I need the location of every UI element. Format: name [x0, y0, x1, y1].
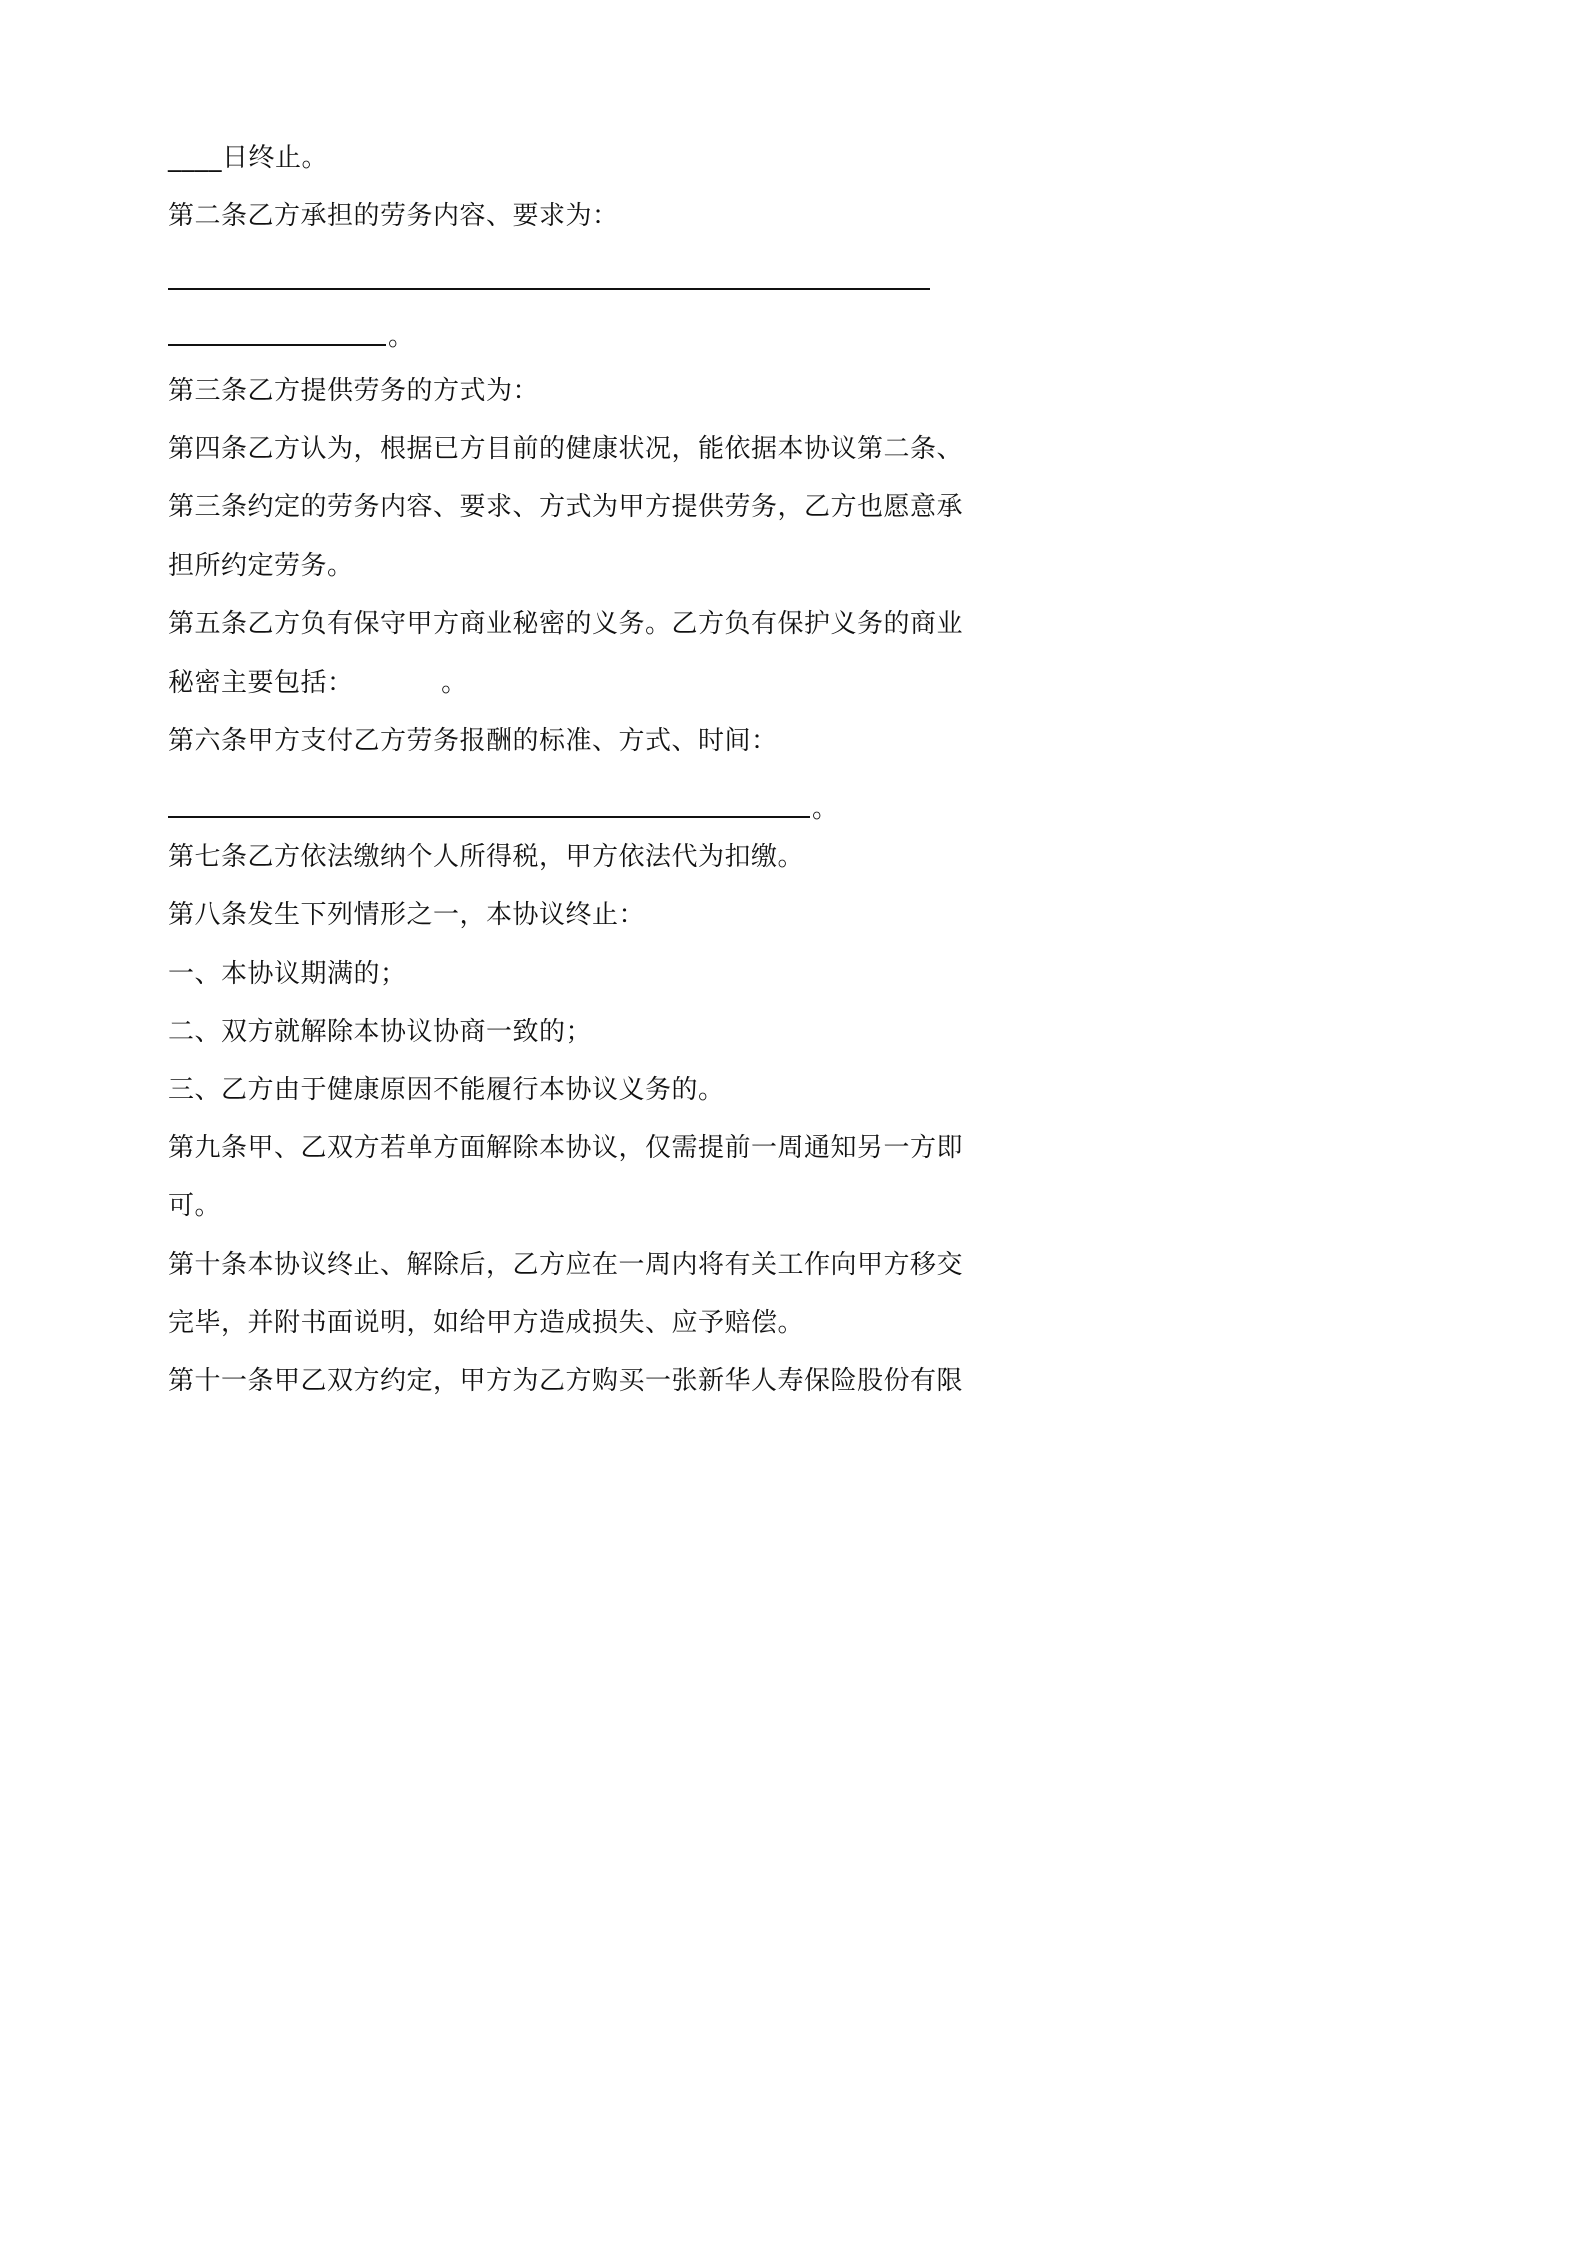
- article-4-line-1: 第四条乙方认为，根据已方目前的健康状况，能依据本协议第二条、: [168, 434, 964, 464]
- article-11-line-1: 第十一条甲乙双方约定，甲方为乙方购买一张新华人寿保险股份有限: [168, 1366, 964, 1396]
- article-10-line-2: 完毕，并附书面说明，如给甲方造成损失、应予赔偿。: [168, 1308, 805, 1338]
- article-8-item-2: 二、双方就解除本协议协商一致的；: [168, 1017, 593, 1047]
- article-7-text: 第七条乙方依法缴纳个人所得税，甲方依法代为扣缴。: [168, 842, 805, 872]
- article-8-item-1: 一、本协议期满的；: [168, 959, 407, 989]
- article-6-heading: 第六条甲方支付乙方劳务报酬的标准、方式、时间：: [168, 726, 778, 756]
- article-6-period: 。: [812, 794, 839, 824]
- blank-line-article-6: [168, 816, 810, 818]
- document-page: [0, 0, 1100, 1557]
- article-8-heading: 第八条发生下列情形之一，本协议终止：: [168, 900, 646, 930]
- article-5-line-1: 第五条乙方负有保守甲方商业秘密的义务。乙方负有保护义务的商业: [168, 609, 964, 639]
- blank-line-article-2-b: [168, 344, 386, 346]
- article-9-line-2: 可。: [168, 1191, 222, 1221]
- article-4-line-2: 第三条约定的劳务内容、要求、方式为甲方提供劳务，乙方也愿意承: [168, 492, 964, 522]
- article-5-line-2: 秘密主要包括： 。: [168, 668, 468, 698]
- article-8-item-3: 三、乙方由于健康原因不能履行本协议义务的。: [168, 1075, 725, 1105]
- article-9-line-1: 第九条甲、乙双方若单方面解除本协议，仅需提前一周通知另一方即: [168, 1133, 964, 1163]
- blank-line-article-2-a: [168, 288, 930, 290]
- article-10-line-1: 第十条本协议终止、解除后，乙方应在一周内将有关工作向甲方移交: [168, 1250, 964, 1280]
- article-2-heading: 第二条乙方承担的劳务内容、要求为：: [168, 201, 619, 231]
- article-3-text: 第三条乙方提供劳务的方式为：: [168, 376, 540, 406]
- article-2-period: 。: [388, 322, 415, 352]
- article-4-line-3: 担所约定劳务。: [168, 551, 354, 581]
- line-end-date: ____日终止。: [168, 143, 329, 173]
